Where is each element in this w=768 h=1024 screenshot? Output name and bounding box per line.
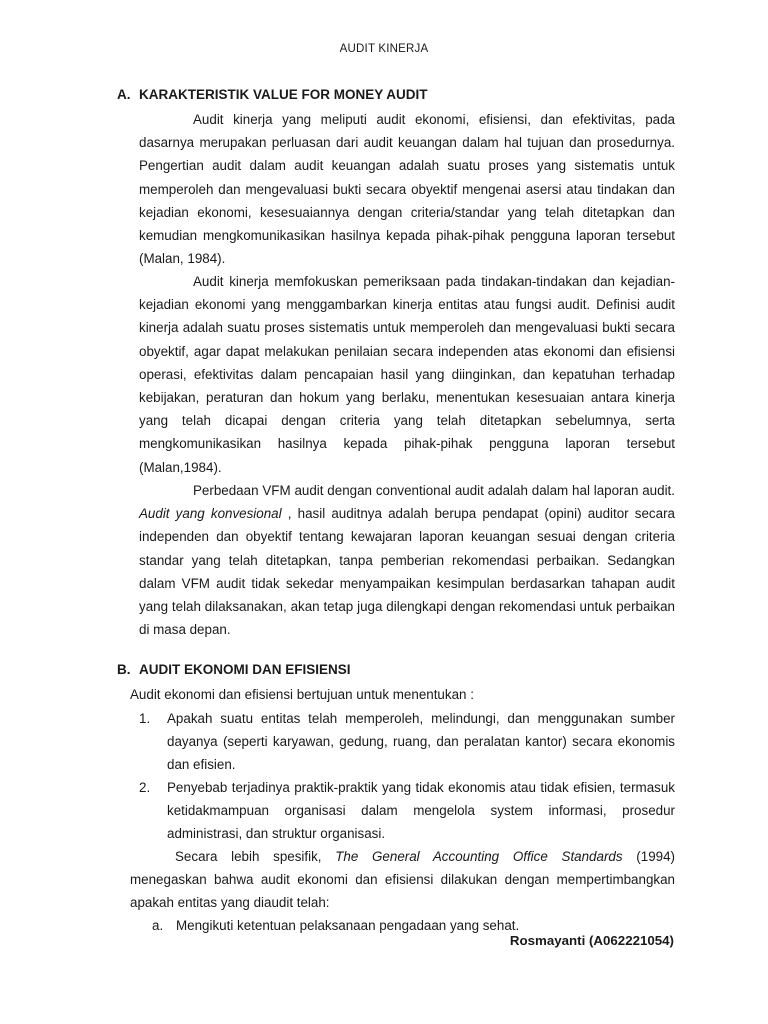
section-a-heading [117, 87, 428, 102]
list-text: Penyebab terjadinya praktik-praktik yang tidak ekonomis atau tidak efisien, termasuk ketidakmampuan organisasi dalam mengelola system informasi, prosedur administrasi, dan struktur organisasi. [167, 780, 675, 842]
section-b-letter: B. [117, 662, 131, 677]
list-item [139, 707, 675, 777]
paragraph-text: Perbedaan VFM audit dengan conventional audit adalah dalam hal laporan audit. [193, 483, 675, 498]
section-a-paragraph-3 [139, 479, 675, 641]
list-number: 1. [139, 711, 151, 726]
author-footer: Rosmayanti (A062221054) [509, 933, 674, 948]
paragraph-text: Audit kinerja memfokuskan pemeriksaan pada tindakan-tindakan dan kejadian-kejadian ekonomi yang menggambarkan kinerja entitas atau fungsi audit. Definisi audit kinerja adalah suatu proses sistematis untuk memperoleh dan mengevaluasi bukti secara obyektif, agar dapat melakukan penilaian secara independen atas ekonomi dan efisiensi operasi, efektivitas dalam pencapaian hasil yang diinginkan, dan kepatuhan terhadap kebijakan, peraturan dan hokum yang berlaku, menentukan kesesuaian antara kinerja yang telah dicapai dengan criteria yang telah ditetapkan sebelumnya, serta mengkomunikasikan hasilnya kepada pihak-pihak pengguna laporan tersebut (Malan,1984). [139, 274, 675, 475]
section-a-paragraph-1 [139, 108, 675, 270]
paragraph-text: Secara lebih spesifik, [175, 849, 322, 864]
paragraph-text: (1994) menegaskan bahwa audit ekonomi dan efisiensi dilakukan dengan mempertimbangkan apakah entitas yang diaudit telah: [130, 849, 675, 911]
list-text: Mengikuti ketentuan pelaksanaan pengadaan yang sehat. [176, 918, 520, 933]
section-a-letter: A. [117, 87, 131, 102]
paragraph-text: , hasil auditnya adalah berupa pendapat (opini) auditor secara independen dan obyektif tentang kewajaran laporan keuangan sesuai dengan criteria standar yang telah ditetapkan, tanpa pemberian rekomendasi perbaikan. Sedangkan dalam VFM audit tidak sekedar menyampaikan kesimpulan berdasarkan tahapan audit yang telah dilaksanakan, akan tetap juga dilengkapi dengan rekomendasi untuk perbaikan di masa depan. [139, 506, 675, 638]
document-title: AUDIT KINERJA [339, 43, 429, 55]
section-b-intro: Audit ekonomi dan efisiensi bertujuan untuk menentukan : [130, 687, 474, 702]
list-letter: a. [152, 918, 164, 933]
paragraph-text: Audit kinerja yang meliputi audit ekonomi, efisiensi, dan efektivitas, pada dasarnya merupakan perluasan dari audit keuangan dalam hal tujuan dan prosedurnya. Pengertian audit dalam audit keuangan adalah suatu proses yang sistematis untuk memperoleh dan mengevaluasi bukti secara obyektif mengenai asersi atau tindakan dan kejadian ekonomi, kesesuaiannya dengan criteria/standar yang telah ditetapkan dan kemudian mengkomunikasikan hasilnya kepada pihak-pihak pengguna laporan tersebut (Malan, 1984). [139, 112, 675, 267]
list-item [139, 776, 675, 846]
section-b-heading [117, 662, 351, 677]
italic-term: Audit yang konvesional [139, 506, 282, 522]
italic-term: The General Accounting Office Standards [335, 849, 623, 864]
section-a-paragraph-2 [139, 270, 675, 479]
list-number: 2. [139, 780, 151, 795]
section-b-title: AUDIT EKONOMI DAN EFISIENSI [139, 662, 351, 677]
section-b-paragraph [130, 845, 675, 915]
list-text: Apakah suatu entitas telah memperoleh, melindungi, dan menggunakan sumber dayanya (seperti karyawan, gedung, ruang, dan peralatan kantor) secara ekonomis dan efisien. [167, 711, 675, 773]
section-a-title: KARAKTERISTIK VALUE FOR MONEY AUDIT [139, 87, 428, 102]
